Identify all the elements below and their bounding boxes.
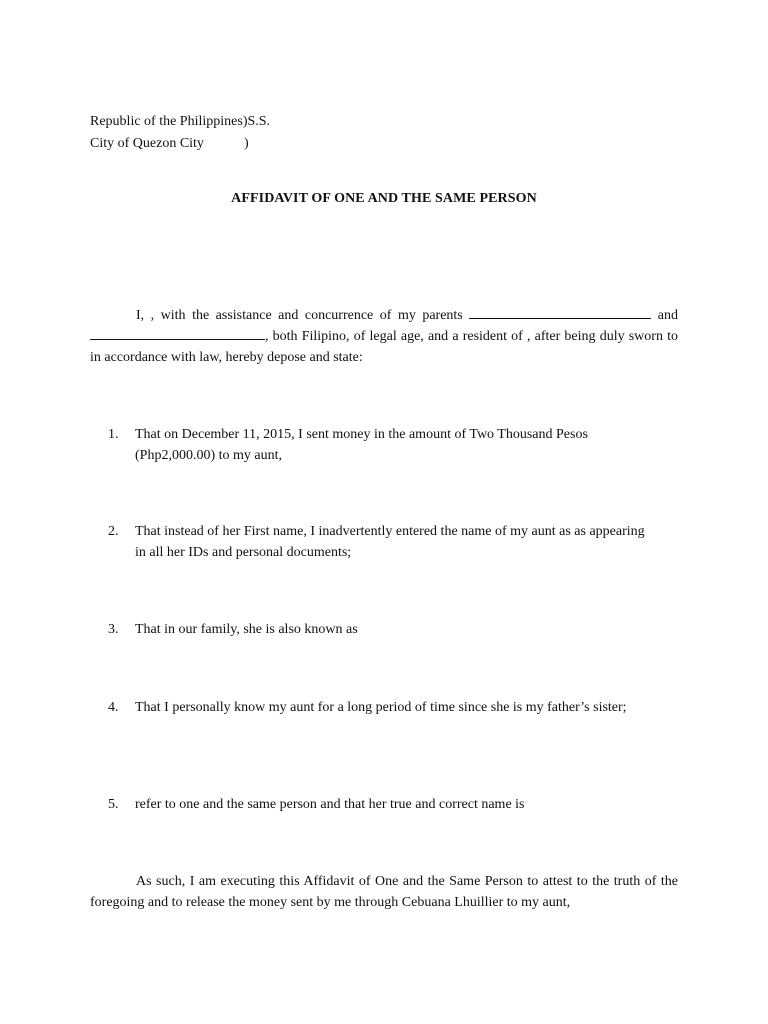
intro-text-part3: , both Filipino, of legal age, and a resident of , after being duly sworn to in accordance with law, hereby depose and state: xyxy=(90,329,678,365)
list-item-text: That in our family, she is also known as xyxy=(135,622,358,637)
venue-republic-line: Republic of the Philippines)S.S. xyxy=(90,114,271,129)
list-item xyxy=(108,424,648,466)
venue-block xyxy=(90,111,270,155)
list-item-text: refer to one and the same person and that her true and correct name is xyxy=(135,797,525,812)
intro-paragraph xyxy=(90,305,678,368)
list-item-number: 1. xyxy=(108,427,119,442)
list-item-number: 5. xyxy=(108,797,119,812)
list-item-text: That on December 11, 2015, I sent money in the amount of Two Thousand Pesos (Php2,000.00) to my aunt, xyxy=(135,427,588,463)
intro-text-part2: and xyxy=(651,308,678,323)
list-item xyxy=(108,697,648,718)
list-item-text: That I personally know my aunt for a long period of time since she is my father’s sister; xyxy=(135,700,627,715)
list-item xyxy=(108,794,648,815)
list-item-number: 4. xyxy=(108,700,119,715)
intro-text-part1: I, , with the assistance and concurrence of my parents xyxy=(136,308,470,323)
list-item-number: 2. xyxy=(108,524,119,539)
venue-city: City of Quezon City xyxy=(90,136,204,151)
list-item xyxy=(108,619,648,640)
list-item-number: 3. xyxy=(108,622,119,637)
venue-city-paren: ) xyxy=(243,136,249,151)
parent-name-blank-2 xyxy=(90,327,265,340)
venue-city-line xyxy=(90,133,270,155)
list-item xyxy=(108,521,648,563)
closing-paragraph: As such, I am executing this Affidavit of One and the Same Person to attest to the truth of the foregoing and to release the money sent by me through Cebuana Lhuillier to my aunt, xyxy=(90,874,678,910)
parent-name-blank-1 xyxy=(469,306,651,319)
list-item-text: That instead of her First name, I inadvertently entered the name of my aunt as as appearing in all her IDs and personal documents; xyxy=(135,524,645,560)
document-title: AFFIDAVIT OF ONE AND THE SAME PERSON xyxy=(231,191,537,206)
